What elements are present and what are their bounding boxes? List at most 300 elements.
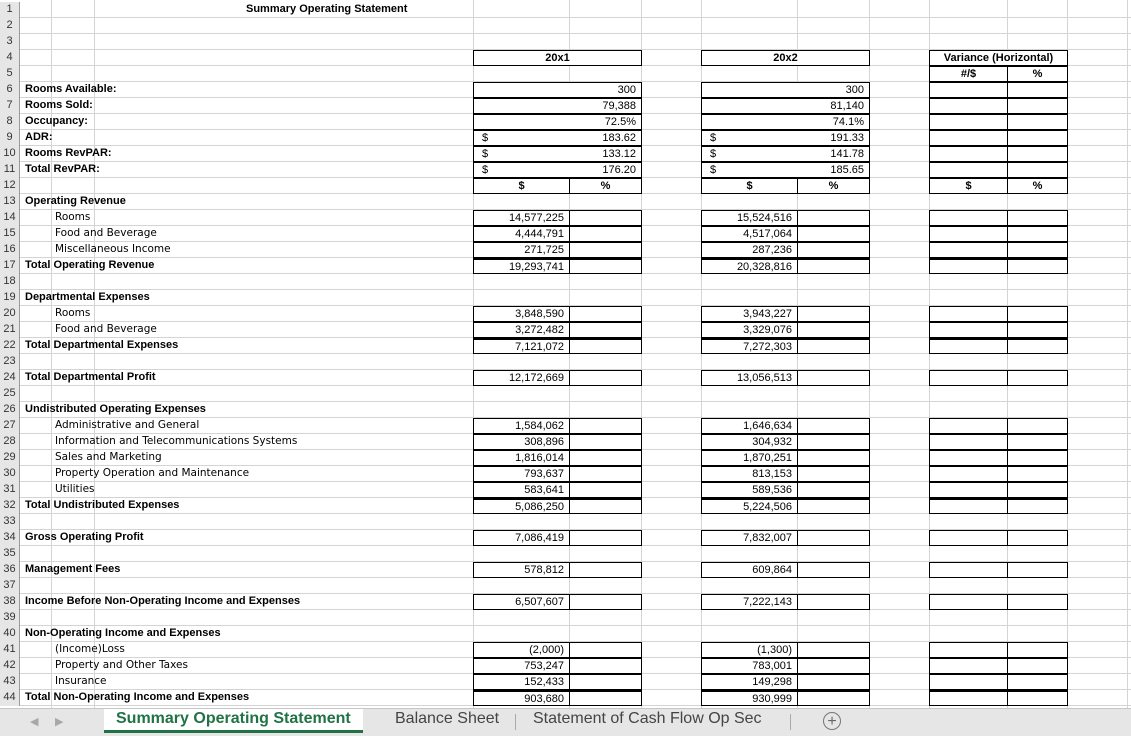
variance-percent-cell[interactable] <box>1007 674 1068 690</box>
variance-percent-cell[interactable] <box>1007 210 1068 226</box>
year2-amount-cell[interactable]: 3,329,076 <box>701 322 798 338</box>
variance-amount-cell[interactable] <box>929 210 1008 226</box>
year1-percent-cell[interactable] <box>569 226 642 242</box>
variance-amount-cell[interactable] <box>929 98 1008 114</box>
sheet-row <box>0 450 1131 466</box>
row-header[interactable]: 26 <box>0 402 20 418</box>
year1-amount-cell[interactable]: 4,444,791 <box>473 226 570 242</box>
sheet-row <box>0 498 1131 514</box>
row-header[interactable]: 18 <box>0 274 20 290</box>
line-item-label: Total Operating Revenue <box>25 259 155 271</box>
year2-stat-value[interactable] <box>701 82 870 98</box>
year2-percent-cell[interactable] <box>797 370 870 386</box>
row-header[interactable]: 24 <box>0 370 20 386</box>
year1-percent-cell[interactable] <box>569 370 642 386</box>
year1-stat-value[interactable] <box>473 146 642 162</box>
value-text: 79,388 <box>602 100 636 112</box>
year1-amount-cell[interactable]: 1,816,014 <box>473 450 570 466</box>
sheet-row <box>0 578 1131 594</box>
year2-amount-cell[interactable]: 13,056,513 <box>701 370 798 386</box>
sheet-row <box>0 2 1131 18</box>
value-text: 185.65 <box>830 164 864 176</box>
line-item-label: Administrative and General <box>55 419 200 431</box>
dollar-unit-header[interactable]: $ <box>473 178 570 194</box>
variance-percent-cell[interactable] <box>1007 226 1068 242</box>
tab-statement-of-cash-flow[interactable]: Statement of Cash Flow Op Sec <box>533 710 762 727</box>
row-header[interactable]: 22 <box>0 338 20 354</box>
year2-percent-cell[interactable] <box>797 498 870 514</box>
line-item-label: Information and Telecommunications Systems <box>55 435 298 447</box>
year1-stat-value[interactable] <box>473 130 642 146</box>
year1-amount-cell[interactable]: 12,172,669 <box>473 370 570 386</box>
row-header[interactable]: 38 <box>0 594 20 610</box>
year2-amount-cell[interactable]: 589,536 <box>701 482 798 498</box>
variance-percent-cell[interactable] <box>1007 370 1068 386</box>
year2-stat-value[interactable] <box>701 146 870 162</box>
row-header[interactable]: 44 <box>0 690 20 706</box>
row-header[interactable]: 43 <box>0 674 20 690</box>
currency-symbol: $ <box>482 148 489 160</box>
sheet-row <box>0 594 1131 610</box>
sheet-row <box>0 642 1131 658</box>
variance-amount-cell[interactable] <box>929 450 1008 466</box>
variance-amount-cell[interactable] <box>929 498 1008 514</box>
row-header[interactable]: 41 <box>0 642 20 658</box>
line-item-label: Departmental Expenses <box>25 291 150 303</box>
row-header[interactable]: 21 <box>0 322 20 338</box>
sheet-row <box>0 402 1131 418</box>
year2-amount-cell[interactable]: 7,272,303 <box>701 338 798 354</box>
sheet-row <box>0 66 1131 82</box>
year2-percent-cell[interactable] <box>797 322 870 338</box>
variance-amount-cell[interactable] <box>929 306 1008 322</box>
year1-percent-cell[interactable] <box>569 466 642 482</box>
sheet-row <box>0 242 1131 258</box>
year1-amount-cell[interactable]: 14,577,225 <box>473 210 570 226</box>
sheet-row <box>0 546 1131 562</box>
year1-percent-cell[interactable] <box>569 258 642 274</box>
line-item-label: Sales and Marketing <box>55 451 162 463</box>
sheet-row <box>0 258 1131 274</box>
sheet-row <box>0 194 1131 210</box>
year2-amount-cell[interactable]: 304,932 <box>701 434 798 450</box>
line-item-label: Property and Other Taxes <box>55 659 188 671</box>
year1-amount-cell[interactable]: 19,293,741 <box>473 258 570 274</box>
sheet-row <box>0 274 1131 290</box>
variance-amount-cell[interactable] <box>929 114 1008 130</box>
variance-amount-cell[interactable] <box>929 658 1008 674</box>
variance-amount-header[interactable]: #/$ <box>929 66 1008 82</box>
year1-amount-cell[interactable]: 7,086,419 <box>473 530 570 546</box>
sheet-row <box>0 306 1131 322</box>
year2-amount-cell[interactable]: 149,298 <box>701 674 798 690</box>
year2-stat-value[interactable] <box>701 114 870 130</box>
line-item-label: Management Fees <box>25 563 121 575</box>
year2-amount-cell[interactable]: 20,328,816 <box>701 258 798 274</box>
year1-amount-cell[interactable]: 6,507,607 <box>473 594 570 610</box>
row-header[interactable]: 6 <box>0 82 20 98</box>
year1-amount-cell[interactable]: 308,896 <box>473 434 570 450</box>
year2-amount-cell[interactable]: 7,222,143 <box>701 594 798 610</box>
year1-percent-cell[interactable] <box>569 498 642 514</box>
sheet-row <box>0 114 1131 130</box>
year1-percent-cell[interactable] <box>569 658 642 674</box>
year1-amount-cell[interactable]: 903,680 <box>473 690 570 706</box>
variance-percent-cell[interactable] <box>1007 114 1068 130</box>
scroll-tabs-right-icon[interactable]: ▶ <box>55 716 64 728</box>
year2-percent-cell[interactable] <box>797 434 870 450</box>
sheet-row <box>0 18 1131 34</box>
row-header[interactable]: 36 <box>0 562 20 578</box>
variance-amount-cell[interactable] <box>929 146 1008 162</box>
line-item-label: Food and Beverage <box>55 323 157 335</box>
variance-percent-cell[interactable] <box>1007 418 1068 434</box>
year1-percent-cell[interactable] <box>569 338 642 354</box>
year2-percent-cell[interactable] <box>797 594 870 610</box>
variance-amount-cell[interactable] <box>929 130 1008 146</box>
variance-percent-cell[interactable] <box>1007 450 1068 466</box>
line-item-label: Utilities <box>55 483 95 495</box>
year2-stat-value[interactable] <box>701 162 870 178</box>
year1-amount-cell[interactable]: 5,086,250 <box>473 498 570 514</box>
variance-percent-cell[interactable] <box>1007 306 1068 322</box>
year2-amount-cell[interactable]: 930,999 <box>701 690 798 706</box>
year1-amount-cell[interactable]: 152,433 <box>473 674 570 690</box>
variance-percent-cell[interactable] <box>1007 466 1068 482</box>
currency-symbol: $ <box>710 148 717 160</box>
variance-amount-cell[interactable] <box>929 434 1008 450</box>
row-header[interactable]: 25 <box>0 386 20 402</box>
sheet-row <box>0 466 1131 482</box>
variance-percent-cell[interactable] <box>1007 162 1068 178</box>
year1-percent-cell[interactable] <box>569 306 642 322</box>
variance-amount-cell[interactable] <box>929 338 1008 354</box>
row-header[interactable]: 32 <box>0 498 20 514</box>
line-item-label: Income Before Non-Operating Income and Expenses <box>25 595 301 607</box>
variance-amount-cell[interactable] <box>929 226 1008 242</box>
sheet-row <box>0 482 1131 498</box>
row-header[interactable]: 31 <box>0 482 20 498</box>
year2-percent-cell[interactable] <box>797 242 870 258</box>
variance-amount-cell[interactable] <box>929 690 1008 706</box>
year1-percent-cell[interactable] <box>569 690 642 706</box>
value-text: 191.33 <box>830 132 864 144</box>
variance-percent-cell[interactable] <box>1007 482 1068 498</box>
row-header[interactable]: 13 <box>0 194 20 210</box>
row-header[interactable]: 8 <box>0 114 20 130</box>
year2-amount-cell[interactable]: 783,001 <box>701 658 798 674</box>
variance-percent-cell[interactable] <box>1007 338 1068 354</box>
sheet-row <box>0 98 1131 114</box>
line-item-label: Property Operation and Maintenance <box>55 467 250 479</box>
row-header[interactable]: 40 <box>0 626 20 642</box>
year2-percent-cell[interactable] <box>797 450 870 466</box>
year2-amount-cell[interactable]: 1,870,251 <box>701 450 798 466</box>
line-item-label: Food and Beverage <box>55 227 157 239</box>
dollar-unit-header[interactable]: $ <box>701 178 798 194</box>
year2-percent-cell[interactable] <box>797 226 870 242</box>
row-header[interactable]: 17 <box>0 258 20 274</box>
year2-amount-cell[interactable]: 5,224,506 <box>701 498 798 514</box>
variance-percent-cell[interactable] <box>1007 530 1068 546</box>
sheet-row <box>0 290 1131 306</box>
year2-percent-cell[interactable] <box>797 210 870 226</box>
row-header[interactable]: 34 <box>0 530 20 546</box>
year1-percent-cell[interactable] <box>569 450 642 466</box>
year1-amount-cell[interactable]: 578,812 <box>473 562 570 578</box>
year1-percent-cell[interactable] <box>569 322 642 338</box>
sheet-row <box>0 418 1131 434</box>
year2-percent-cell[interactable] <box>797 306 870 322</box>
variance-percent-cell[interactable] <box>1007 562 1068 578</box>
row-header[interactable]: 10 <box>0 146 20 162</box>
currency-symbol: $ <box>710 164 717 176</box>
row-header[interactable]: 19 <box>0 290 20 306</box>
percent-unit-header[interactable]: % <box>569 178 642 194</box>
year2-percent-cell[interactable] <box>797 658 870 674</box>
year1-percent-cell[interactable] <box>569 210 642 226</box>
variance-header[interactable]: Variance (Horizontal) <box>929 50 1068 66</box>
year2-percent-cell[interactable] <box>797 258 870 274</box>
variance-percent-cell[interactable] <box>1007 498 1068 514</box>
line-item-label: (Income)Loss <box>55 643 125 655</box>
value-text: 183.62 <box>602 132 636 144</box>
sheet-row <box>0 146 1131 162</box>
line-item-label: Total Non-Operating Income and Expenses <box>25 691 250 703</box>
currency-symbol: $ <box>710 132 717 144</box>
line-item-label: Total Departmental Expenses <box>25 339 179 351</box>
year2-amount-cell[interactable]: (1,300) <box>701 642 798 658</box>
variance-percent-cell[interactable] <box>1007 146 1068 162</box>
year1-amount-cell[interactable]: 271,725 <box>473 242 570 258</box>
variance-amount-cell[interactable] <box>929 642 1008 658</box>
variance-amount-cell[interactable] <box>929 594 1008 610</box>
sheet-row <box>0 530 1131 546</box>
year1-amount-cell[interactable]: 1,584,062 <box>473 418 570 434</box>
row-header[interactable]: 20 <box>0 306 20 322</box>
variance-amount-cell[interactable] <box>929 562 1008 578</box>
currency-symbol: $ <box>482 132 489 144</box>
sheet-row <box>0 674 1131 690</box>
variance-amount-cell[interactable] <box>929 162 1008 178</box>
sheet-row <box>0 130 1131 146</box>
line-item-label: Undistributed Operating Expenses <box>25 403 206 415</box>
row-header[interactable]: 30 <box>0 466 20 482</box>
year1-percent-cell[interactable] <box>569 434 642 450</box>
year2-percent-cell[interactable] <box>797 530 870 546</box>
row-header[interactable]: 15 <box>0 226 20 242</box>
line-item-label: Insurance <box>55 675 107 687</box>
year2-amount-cell[interactable]: 3,943,227 <box>701 306 798 322</box>
year1-stat-value[interactable] <box>473 82 642 98</box>
stat-label: ADR: <box>25 131 53 143</box>
year1-amount-cell[interactable]: 3,848,590 <box>473 306 570 322</box>
year2-percent-cell[interactable] <box>797 418 870 434</box>
variance-amount-cell[interactable] <box>929 370 1008 386</box>
variance-percent-cell[interactable] <box>1007 258 1068 274</box>
year2-stat-value[interactable] <box>701 98 870 114</box>
variance-amount-cell[interactable] <box>929 530 1008 546</box>
variance-amount-cell[interactable] <box>929 258 1008 274</box>
row-header[interactable]: 5 <box>0 66 20 82</box>
tab-balance-sheet[interactable]: Balance Sheet <box>395 710 500 727</box>
year2-amount-cell[interactable]: 813,153 <box>701 466 798 482</box>
stat-label: Total RevPAR: <box>25 163 100 175</box>
year2-percent-cell[interactable] <box>797 338 870 354</box>
row-header[interactable]: 11 <box>0 162 20 178</box>
percent-unit-header[interactable]: % <box>797 178 870 194</box>
variance-percent-cell[interactable] <box>1007 130 1068 146</box>
row-header[interactable]: 7 <box>0 98 20 114</box>
year1-amount-cell[interactable]: 753,247 <box>473 658 570 674</box>
percent-unit-header[interactable]: % <box>1007 178 1068 194</box>
sheet-row <box>0 226 1131 242</box>
variance-percent-cell[interactable] <box>1007 98 1068 114</box>
year1-percent-cell[interactable] <box>569 562 642 578</box>
row-header[interactable]: 4 <box>0 50 20 66</box>
row-header[interactable]: 39 <box>0 610 20 626</box>
year2-header[interactable]: 20x2 <box>701 50 870 66</box>
year2-percent-cell[interactable] <box>797 642 870 658</box>
variance-percent-cell[interactable] <box>1007 642 1068 658</box>
year2-percent-cell[interactable] <box>797 482 870 498</box>
stat-label: Rooms Available: <box>25 83 117 95</box>
stat-label: Rooms Sold: <box>25 99 93 111</box>
row-header[interactable]: 2 <box>0 18 20 34</box>
year1-amount-cell[interactable]: 793,637 <box>473 466 570 482</box>
sheet-row <box>0 210 1131 226</box>
line-item-label: Total Departmental Profit <box>25 371 156 383</box>
row-header[interactable]: 14 <box>0 210 20 226</box>
sheet-row <box>0 50 1131 66</box>
line-item-label: Gross Operating Profit <box>25 531 144 543</box>
value-text: 300 <box>617 84 636 96</box>
row-header[interactable]: 28 <box>0 434 20 450</box>
row-header[interactable]: 1 <box>0 2 20 18</box>
tab-separator <box>790 714 791 730</box>
row-header[interactable]: 12 <box>0 178 20 194</box>
year2-percent-cell[interactable] <box>797 562 870 578</box>
sheet-tab-bar <box>0 708 1131 736</box>
sheet-row <box>0 82 1131 98</box>
variance-percent-cell[interactable] <box>1007 658 1068 674</box>
line-item-label: Total Undistributed Expenses <box>25 499 180 511</box>
year1-stat-value[interactable] <box>473 98 642 114</box>
variance-percent-cell[interactable] <box>1007 434 1068 450</box>
variance-percent-cell[interactable] <box>1007 242 1068 258</box>
year1-amount-cell[interactable]: (2,000) <box>473 642 570 658</box>
year2-percent-cell[interactable] <box>797 690 870 706</box>
value-text: 300 <box>845 84 864 96</box>
variance-amount-cell[interactable] <box>929 674 1008 690</box>
variance-percent-header[interactable]: % <box>1007 66 1068 82</box>
year1-percent-cell[interactable] <box>569 594 642 610</box>
year1-percent-cell[interactable] <box>569 530 642 546</box>
year1-percent-cell[interactable] <box>569 482 642 498</box>
variance-amount-cell[interactable] <box>929 82 1008 98</box>
year2-amount-cell[interactable]: 1,646,634 <box>701 418 798 434</box>
row-header[interactable]: 9 <box>0 130 20 146</box>
year1-header[interactable]: 20x1 <box>473 50 642 66</box>
year2-amount-cell[interactable]: 287,236 <box>701 242 798 258</box>
sheet-row <box>0 434 1131 450</box>
row-header[interactable]: 35 <box>0 546 20 562</box>
variance-amount-cell[interactable] <box>929 466 1008 482</box>
sheet-row <box>0 338 1131 354</box>
year2-amount-cell[interactable]: 15,524,516 <box>701 210 798 226</box>
variance-amount-cell[interactable] <box>929 418 1008 434</box>
year1-amount-cell[interactable]: 3,272,482 <box>473 322 570 338</box>
year1-stat-value[interactable] <box>473 114 642 130</box>
year2-percent-cell[interactable] <box>797 674 870 690</box>
sheet-row <box>0 178 1131 194</box>
sheet-title: Summary Operating Statement <box>246 3 408 15</box>
sheet-row <box>0 514 1131 530</box>
stat-label: Occupancy: <box>25 115 88 127</box>
year2-amount-cell[interactable]: 7,832,007 <box>701 530 798 546</box>
line-item-label: Rooms <box>55 211 91 223</box>
value-text: 81,140 <box>830 100 864 112</box>
year1-amount-cell[interactable]: 583,641 <box>473 482 570 498</box>
year1-percent-cell[interactable] <box>569 242 642 258</box>
value-text: 176.20 <box>602 164 636 176</box>
value-text: 72.5% <box>604 116 636 128</box>
sheet-row <box>0 386 1131 402</box>
year1-percent-cell[interactable] <box>569 418 642 434</box>
variance-amount-cell[interactable] <box>929 242 1008 258</box>
year2-amount-cell[interactable]: 4,517,064 <box>701 226 798 242</box>
sheet-row <box>0 562 1131 578</box>
year1-stat-value[interactable] <box>473 162 642 178</box>
scroll-tabs-left-icon[interactable]: ◀ <box>30 716 39 728</box>
row-header[interactable]: 37 <box>0 578 20 594</box>
row-header[interactable]: 3 <box>0 34 20 50</box>
sheet-row <box>0 322 1131 338</box>
dollar-unit-header[interactable]: $ <box>929 178 1008 194</box>
stat-label: Rooms RevPAR: <box>25 147 112 159</box>
variance-percent-cell[interactable] <box>1007 690 1068 706</box>
year1-amount-cell[interactable]: 7,121,072 <box>473 338 570 354</box>
variance-amount-cell[interactable] <box>929 482 1008 498</box>
line-item-label: Miscellaneous Income <box>55 243 171 255</box>
sheet-row <box>0 34 1131 50</box>
sheet-row <box>0 354 1131 370</box>
value-text: 141.78 <box>830 148 864 160</box>
row-header[interactable]: 23 <box>0 354 20 370</box>
row-header[interactable]: 29 <box>0 450 20 466</box>
row-header[interactable]: 16 <box>0 242 20 258</box>
variance-percent-cell[interactable] <box>1007 594 1068 610</box>
row-header[interactable]: 27 <box>0 418 20 434</box>
year1-percent-cell[interactable] <box>569 642 642 658</box>
sheet-row <box>0 690 1131 706</box>
line-item-label: Operating Revenue <box>25 195 126 207</box>
row-header[interactable]: 33 <box>0 514 20 530</box>
sheet-row <box>0 626 1131 642</box>
add-sheet-button[interactable]: + <box>823 712 841 730</box>
variance-percent-cell[interactable] <box>1007 82 1068 98</box>
year2-stat-value[interactable] <box>701 130 870 146</box>
year2-amount-cell[interactable]: 609,864 <box>701 562 798 578</box>
row-header[interactable]: 42 <box>0 658 20 674</box>
variance-percent-cell[interactable] <box>1007 322 1068 338</box>
variance-amount-cell[interactable] <box>929 322 1008 338</box>
sheet-row <box>0 610 1131 626</box>
year1-percent-cell[interactable] <box>569 674 642 690</box>
value-text: 74.1% <box>832 116 864 128</box>
year2-percent-cell[interactable] <box>797 466 870 482</box>
tab-summary-operating-statement[interactable]: Summary Operating Statement <box>104 709 363 733</box>
